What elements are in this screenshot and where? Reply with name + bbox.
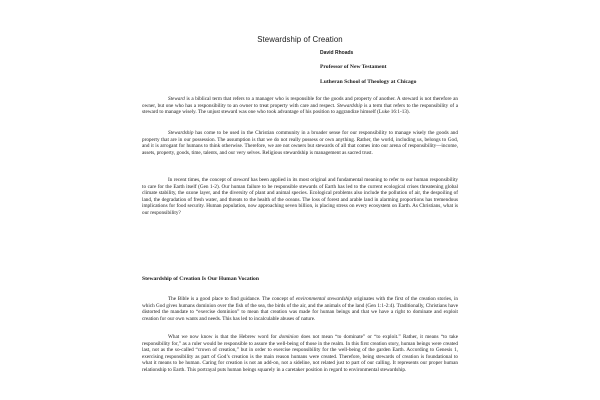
italic-term: dominion xyxy=(279,334,299,340)
italic-term: steward xyxy=(233,177,250,183)
paragraph-stewardship-broader: Stewardship has come to be used in the Christian community in a broader sense for our responsibility to manage wisely the goods and property that are in our possession. The assumption is that we do not really possess or own anything. Rather, the world, including us, belongs to God, and it is arrogant for humans to think otherwise. Therefore, we are not owners but stewards of all that comes into our arena of responsibility—income, assets, property, goods, time, talents, and our very selves. Religious stewardship is management as sacred trust. xyxy=(142,130,458,156)
paragraph-steward-definition: Steward is a biblical term that refers to a manager who is responsible for the goods and property of another. A steward is not therefore an owner, but one who has a responsibility to an owner to treat property with care and respect. Stewardship is a term that refers to the responsibility of a steward to manage wisely. The unjust steward was one who took advantage of his position to aggrandize himself (Luke 16:1-13). xyxy=(142,96,459,116)
document-page xyxy=(142,0,458,400)
document-title: Stewardship of Creation xyxy=(257,35,343,44)
paragraph-dominion-meaning: What we now know is that the Hebrew word for dominion does not mean “to dominate” or “to exploit.” Rather, it means “to take responsibility for,” as a ruler would be responsible to assure the well-being of those in the realm. In this first creation story, human beings were created last, not as the so-called “crown of creation,” but in order to exercise responsibility for the well-being of the garden Earth. According to Genesis 1, exercising responsibility as part of God’s creation is the main reason humans were created. Therefore, being stewards of creation is foundational to what it means to be human. Caring for creation is not an add-on, not a sideline, not related just to part of our calling. It represents our proper human relationship to Earth. This portrayal puts human beings squarely in a caretaker position in regard to environmental stewardship. xyxy=(142,334,458,373)
author-institution: Lutheran School of Theology at Chicago xyxy=(320,79,417,85)
paragraph-bible-guidance: The Bible is a good place to find guidance. The concept of environmental stewardship originates with the first of the creation stories, in which God gives humans dominion over the fish of the sea, the birds of the air, and the animals of the land (Gen 1:1-2:4). Traditionally, Christians have distorted the mandate to “exercise dominion” to mean that creation was made for human beings and that we have a right to dominate and exploit creation for our own wants and needs. This has led to incalculable abuses of nature. xyxy=(142,296,459,322)
section-heading: Stewardship of Creation Is Our Human Vocation xyxy=(142,276,259,282)
italic-term: environmental stewardship xyxy=(295,296,353,302)
paragraph-recent-times: In recent times, the concept of steward has been applied in its most original and fundamental meaning to refer to our human responsibility to care for the Earth itself (Gen 1-2). Our human failure to be responsible stewards of Earth has led to the current ecological crises threatening global climate stability, the ozone layer, and the diversity of plant and animal species. Ecological problems also include the pollution of air, the despoiling of land, the degradation of fresh water, and threats to the health of the oceans. The loss of forest and arable land in alarming proportions has tremendous implications for food security. Human population, now approaching seven billion, is placing stress on every ecosystem on Earth. As Christians, what is our responsibility? xyxy=(142,177,458,216)
italic-term: Stewardship xyxy=(168,130,194,136)
author-title: Professor of New Testament xyxy=(320,64,387,70)
author-name: David Rhoads xyxy=(320,50,354,56)
italic-term: Stewardship xyxy=(336,102,363,109)
italic-term: Steward xyxy=(168,96,185,102)
